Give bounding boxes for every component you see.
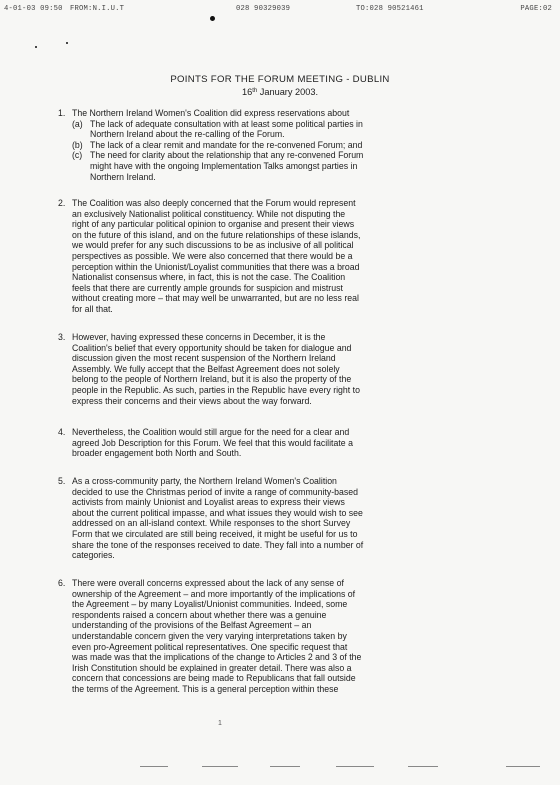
fax-number: 028 90329039 bbox=[236, 5, 291, 13]
sub-item-line: The lack of a clear remit and mandate for the re-convened Forum; and bbox=[90, 139, 363, 150]
scan-dot-small bbox=[35, 46, 37, 48]
scan-dot-small bbox=[66, 42, 68, 44]
paragraph-line: an exclusively Nationalist political constituency. While not disputing the bbox=[72, 208, 346, 219]
footer-dash bbox=[336, 766, 374, 767]
paragraph-line: As a cross-community party, the Northern Ireland Women's Coalition bbox=[72, 476, 337, 486]
scan-dot-large bbox=[210, 16, 215, 21]
sub-item-label: (c) bbox=[72, 150, 83, 161]
paragraph-line: even pro-Agreement political representatives. One specific request that bbox=[72, 641, 348, 652]
paragraph-line: broader engagement both North and South. bbox=[72, 448, 242, 459]
paragraph-line: about the current political impasse, and what issues they would wish to see bbox=[72, 507, 363, 518]
document-title: POINTS FOR THE FORUM MEETING - DUBLIN bbox=[170, 74, 390, 85]
paragraph-line: understandable concern given the very varying interpretations taken by bbox=[72, 630, 347, 641]
footer-dash bbox=[140, 766, 168, 767]
paragraph-1 bbox=[58, 108, 522, 182]
sub-item-label: (a) bbox=[72, 118, 83, 129]
document-date: 16th January 2003. bbox=[241, 87, 319, 97]
fax-date: 4-01-03 09:50 bbox=[4, 5, 63, 13]
fax-page: PAGE:02 bbox=[520, 5, 552, 13]
paragraph-line: understanding of the provisions of the Belfast Agreement – an bbox=[72, 620, 312, 631]
sub-item-line: The need for clarity about the relationship that any re-convened Forum bbox=[90, 150, 364, 161]
paragraph-line: for all that. bbox=[72, 303, 113, 314]
paragraph-line: feels that there are currently ample grounds for suspicion and mistrust bbox=[72, 282, 343, 293]
fax-header bbox=[4, 5, 552, 17]
sub-item-line: might have with the ongoing Implementation Talks amongst parties in bbox=[90, 160, 358, 171]
paragraph-number: 6. bbox=[58, 578, 66, 588]
paragraph-line: The Northern Ireland Women's Coalition did express reservations about bbox=[72, 108, 350, 118]
paragraph-line: was made was that the implications of the change to Articles 2 and 3 of the bbox=[72, 652, 362, 663]
paragraph-4 bbox=[58, 427, 522, 459]
fax-footer-dashes bbox=[140, 766, 540, 768]
paragraph-line: Nevertheless, the Coalition would still argue for the need for a clear and bbox=[72, 427, 350, 437]
paragraph-line: the terms of the Agreement. This is a general perception within these bbox=[72, 683, 339, 694]
paragraph-line: people in the Republic. As such, parties in the Republic have every right to bbox=[72, 384, 360, 395]
paragraph-line: perspectives as possible. We were also concerned that there would be a bbox=[72, 250, 353, 261]
paragraph-line: Assembly. We fully accept that the Belfast Agreement does not solely bbox=[72, 363, 340, 374]
paragraph-line: The Coalition was also deeply concerned that the Forum would represent bbox=[72, 198, 356, 208]
paragraph-line: addressed on an all-island context. While responses to the short Survey bbox=[72, 518, 351, 529]
paragraph-line: we would prefer for any such discussions to be as inclusive of all political bbox=[72, 240, 354, 251]
footer-dash bbox=[270, 766, 300, 767]
footer-dash bbox=[506, 766, 540, 767]
paragraph-line: Nationalist consensus where, in fact, this is not the case. The Coalition bbox=[72, 272, 346, 283]
paragraph-line: belong to the people of Northern Ireland, but it is also the property of the bbox=[72, 374, 352, 385]
paragraph-line: activists from mainly Unionist and Loyalist areas to express their views bbox=[72, 497, 345, 508]
fax-from: FROM:N.I.U.T bbox=[70, 5, 125, 13]
paragraph-line: on the future of this island, and on the future relationships of these islands, bbox=[72, 229, 361, 240]
sub-item-b bbox=[72, 140, 522, 151]
paragraph-number: 5. bbox=[58, 476, 66, 486]
paragraph-line: Coalition's belief that every opportunity should be taken for dialogue and bbox=[72, 342, 352, 353]
paragraph-line: There were overall concerns expressed about the lack of any sense of bbox=[72, 578, 344, 588]
paragraph-5 bbox=[58, 476, 522, 561]
paragraph-line: perception within the Unionist/Loyalist communities that there was a broad bbox=[72, 261, 360, 272]
paragraph-line: Form that we circulated are still being received, it might be useful for us to bbox=[72, 528, 358, 539]
paragraph-line: discussion given the most recent suspension of the Northern Ireland bbox=[72, 353, 336, 364]
sub-item-label: (b) bbox=[72, 139, 83, 150]
paragraph-line: without creating more – that may well be unwarranted, but are no less real bbox=[72, 293, 359, 304]
sub-item-line: The lack of adequate consultation with at least some political parties in bbox=[90, 118, 363, 129]
paragraph-line: share the tone of the responses received to date. They fall into a number of bbox=[72, 539, 364, 550]
sub-item-line: Northern Ireland about the re-calling of the Forum. bbox=[90, 129, 285, 140]
paragraph-number: 2. bbox=[58, 198, 66, 208]
paragraph-line: However, having expressed these concerns in December, it is the bbox=[72, 332, 326, 342]
paragraph-6 bbox=[58, 578, 522, 695]
paragraph-line: decided to use the Christmas period of invite a range of community-based bbox=[72, 486, 358, 497]
footer-dash bbox=[408, 766, 438, 767]
paragraph-line: express their concerns and their views about the way forward. bbox=[72, 395, 312, 406]
paragraph-line: agreed Job Description for this Forum. We feel that this would facilitate a bbox=[72, 437, 353, 448]
paragraph-line: right of any particular political opinion to organise and present their views bbox=[72, 219, 355, 230]
paragraph-number: 4. bbox=[58, 427, 66, 437]
paragraph-number: 3. bbox=[58, 332, 66, 342]
sub-item-a bbox=[72, 119, 522, 140]
paragraph-line: Irish Constitution should be explained in greater detail. There was also a bbox=[72, 662, 352, 673]
page-footer-mark: 1 bbox=[218, 720, 222, 727]
paragraph-3 bbox=[58, 332, 522, 406]
paragraph-line: concern that concessions are being made to Republicans that fall outside bbox=[72, 673, 356, 684]
fax-to: TO:028 90521461 bbox=[356, 5, 424, 13]
paragraph-line: ownership of the Agreement – and more importantly of the implications of bbox=[72, 588, 356, 599]
paragraph-number: 1. bbox=[58, 108, 66, 118]
footer-dash bbox=[202, 766, 238, 767]
paragraph-line: respondents raised a concern about whether there was a genuine bbox=[72, 609, 327, 620]
sub-item-c bbox=[72, 150, 522, 182]
paragraph-2 bbox=[58, 198, 522, 315]
paragraph-line: categories. bbox=[72, 550, 115, 561]
sub-item-line: Northern Ireland. bbox=[90, 171, 156, 182]
paragraph-line: the Agreement – by many Loyalist/Unionist communities. Indeed, some bbox=[72, 599, 348, 610]
